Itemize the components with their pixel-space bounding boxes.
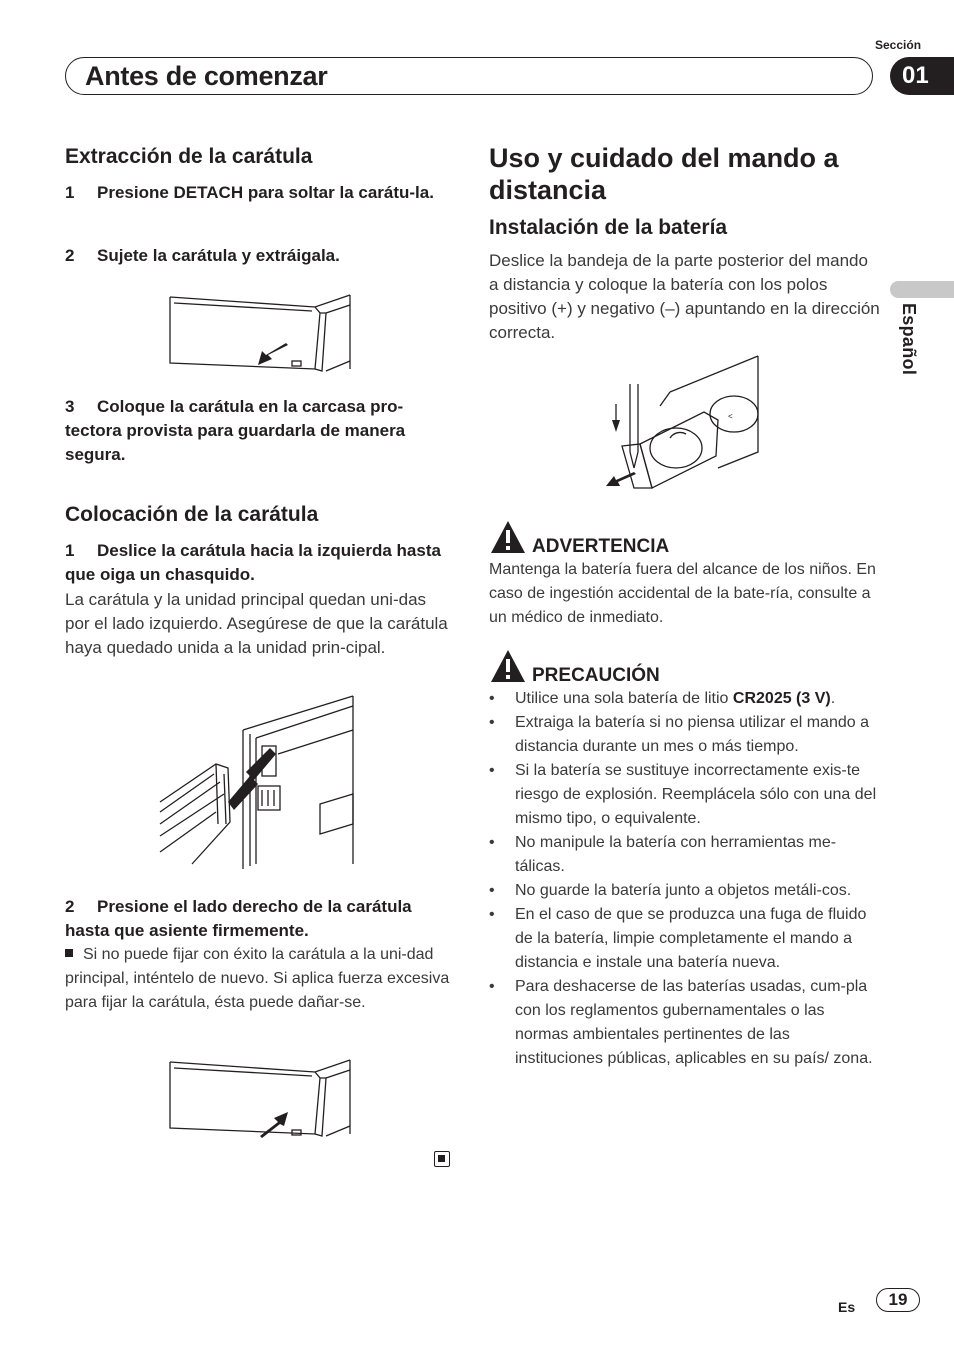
warning-body: Mantenga la batería fuera del alcance de los niños. En caso de ingestión accidental de la bate-ría, consulte a un médico de inmediato. <box>489 561 876 626</box>
battery-tray-illustration <box>600 352 765 494</box>
detach-faceplate-illustration <box>160 283 355 378</box>
press-right-side-illustration <box>160 1048 355 1143</box>
footer-lang-code: Es <box>838 1299 856 1315</box>
step-text: Sujete la carátula y extráigala. <box>97 246 340 265</box>
section-label: Sección <box>875 38 922 52</box>
section-end-mark-icon <box>434 1151 450 1167</box>
caution-title: PRECAUCIÓN <box>532 665 660 686</box>
heading-remote-care: Uso y cuidado del mando a distancia <box>489 143 839 205</box>
attach-left-side-illustration <box>158 694 358 874</box>
step-text: Presione DETACH para soltar la carátu-la. <box>97 183 434 202</box>
caution-item: • En el caso de que se produzca una fuga de fluido de la batería, limpie completamente el mando a distancia e instale una batería nueva. <box>489 903 881 975</box>
colocacion-step-2 <box>65 895 450 943</box>
step-number: 3 <box>65 397 75 416</box>
language-label: Español <box>899 303 919 376</box>
battery-install-body: Deslice la bandeja de la parte posterior del mando a distancia y coloque la batería con los polos positivo (+) y negativo (–) apuntando en la dirección correcta. <box>489 251 880 342</box>
section-number-badge: 01 <box>890 57 954 95</box>
heading-battery-install: Instalación de la batería <box>489 216 728 239</box>
caution-item: • Extraiga la batería si no piensa utilizar el mando a distancia durante un mes o más tiempo. <box>489 711 881 759</box>
caution-item: • No manipule la batería con herramientas me-tálicas. <box>489 831 881 879</box>
extraccion-step-2 <box>65 244 450 268</box>
language-tab <box>890 281 954 298</box>
caution-item: • Utilice una sola batería de litio CR2025 (3 V). <box>489 687 881 711</box>
step-text: Presione el lado derecho de la carátula hasta que asiente firmemente. <box>65 897 412 940</box>
warning-triangle-icon <box>490 520 526 554</box>
step-number: 2 <box>65 897 75 916</box>
step-text: Coloque la carátula en la carcasa pro-tectora provista para guardarla de manera segura. <box>65 397 406 464</box>
extraccion-step-3 <box>65 395 450 467</box>
colocacion-step-1 <box>65 539 450 587</box>
heading-colocacion: Colocación de la carátula <box>65 503 319 526</box>
caution-item: • Para deshacerse de las baterías usadas, cum-pla con los reglamentos gubernamentales o las normas ambientales pertinentes de las instituciones públicas, aplicables en su país/ zona. <box>489 975 881 1071</box>
step-number: 1 <box>65 541 75 560</box>
step-number: 2 <box>65 246 75 265</box>
heading-extraccion: Extracción de la carátula <box>65 145 313 168</box>
warning-title: ADVERTENCIA <box>532 536 670 557</box>
extraccion-step-1 <box>65 181 450 205</box>
colocacion-step-1-body: La carátula y la unidad principal quedan uni-das por el lado izquierdo. Asegúrese de que la carátula haya quedado unida a la unidad prin-cipal. <box>65 590 448 657</box>
step-text: Deslice la carátula hacia la izquierda hasta que oiga un chasquido. <box>65 541 441 584</box>
page-title: Antes de comenzar <box>85 61 328 91</box>
svg-text:<: < <box>728 412 733 421</box>
caution-item: • No guarde la batería junto a objetos metáli-cos. <box>489 879 881 903</box>
page-number: 19 <box>876 1288 920 1312</box>
caution-triangle-icon <box>490 649 526 683</box>
caution-list <box>489 687 881 1071</box>
colocacion-note <box>65 943 450 1015</box>
note-square-icon <box>65 949 73 957</box>
caution-item: • Si la batería se sustituye incorrectamente exis-te riesgo de explosión. Reemplácela sólo con una del mismo tipo, o equivalente. <box>489 759 881 831</box>
note-text: Si no puede fijar con éxito la carátula a la uni-dad principal, inténtelo de nuevo. Si aplica fuerza excesiva para fijar la carátula, ésta puede dañar-se. <box>65 946 450 1011</box>
step-number: 1 <box>65 183 75 202</box>
